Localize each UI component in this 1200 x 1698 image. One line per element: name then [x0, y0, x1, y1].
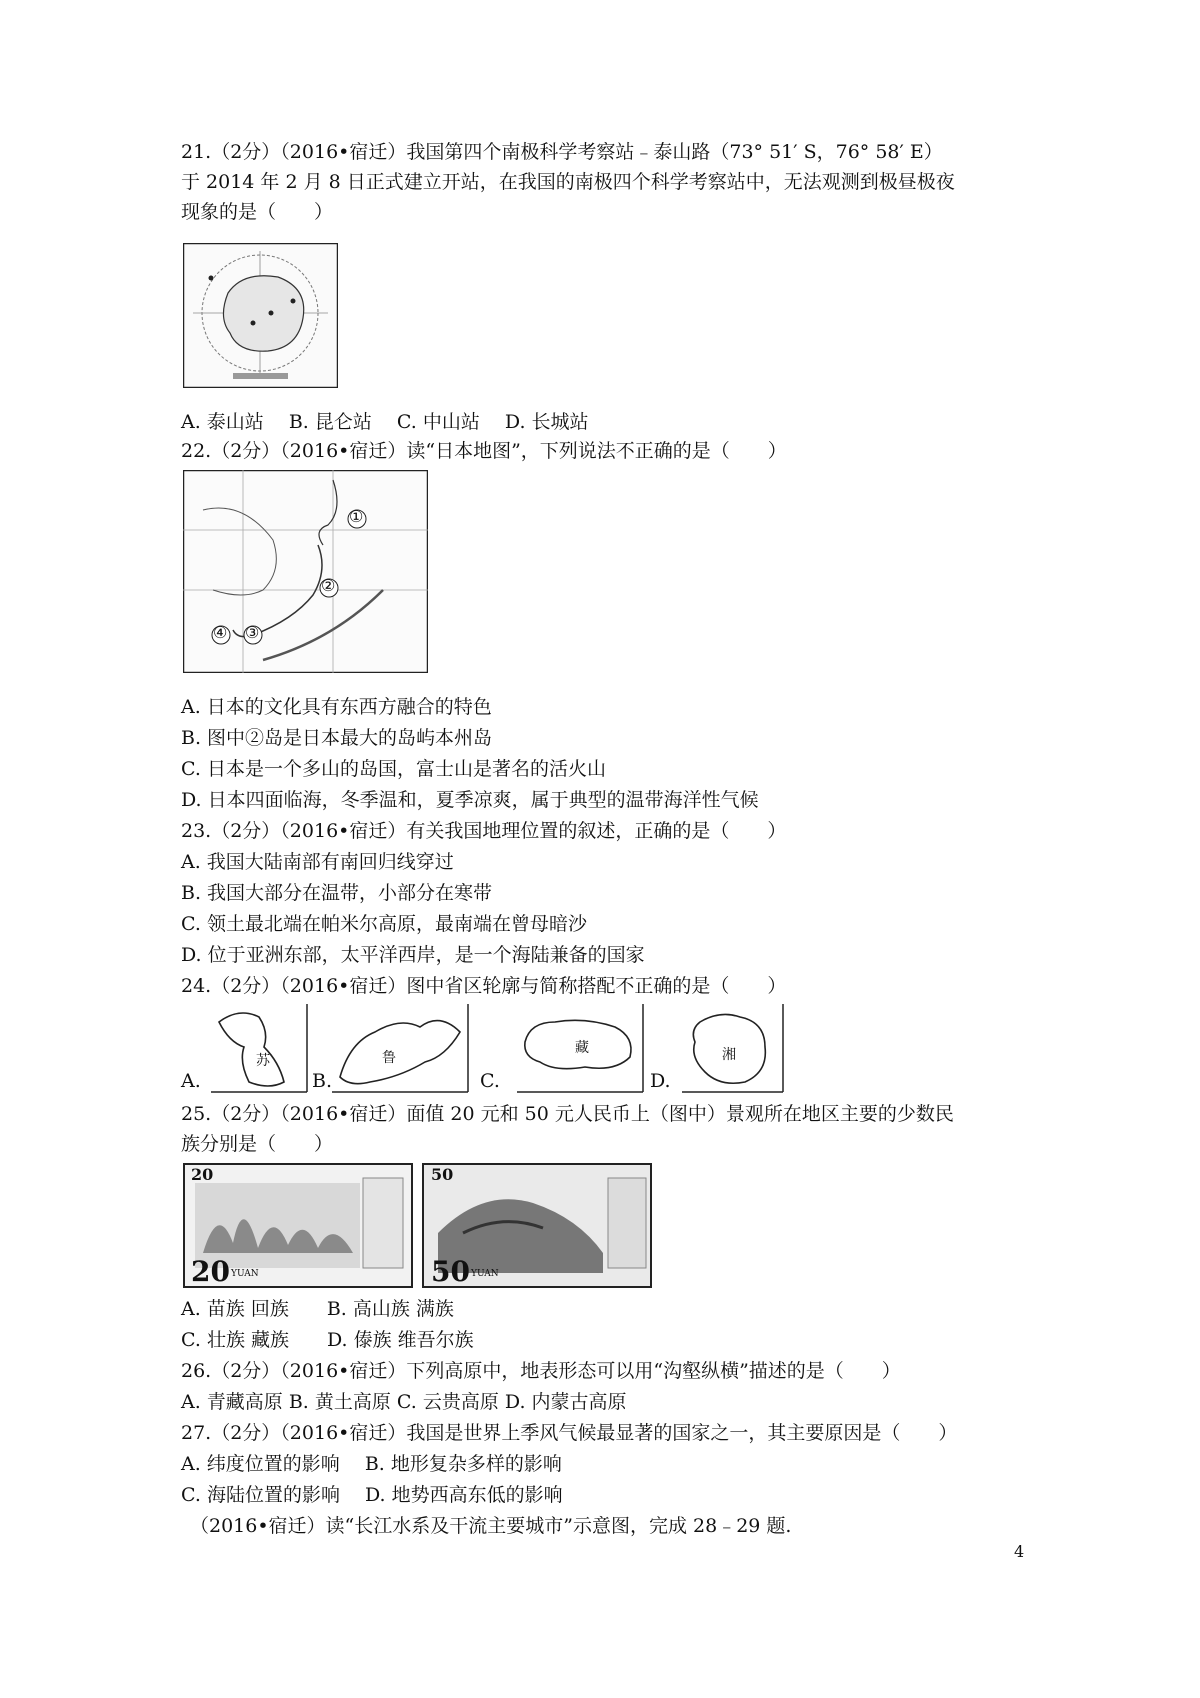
japan-map-figure — [183, 470, 428, 673]
note-50-yuan: YUAN — [471, 1269, 499, 1279]
q23-option-b: B. 我国大部分在温带，小部分在寒带 — [181, 882, 493, 904]
q24-abbr-a: 苏 — [256, 1053, 270, 1069]
q23-option-d: D. 位于亚洲东部，太平洋西岸，是一个海陆兼备的国家 — [181, 944, 645, 966]
antarctica-map-figure — [183, 243, 338, 388]
q26-stem: 26.（2分）（2016•宿迁）下列高原中，地表形态可以用“沟壑纵横”描述的是（ ） — [181, 1360, 901, 1382]
q27-options-line1: A. 纬度位置的影响 B. 地形复杂多样的影响 — [181, 1453, 562, 1475]
q24-abbr-d: 湘 — [722, 1047, 736, 1063]
q24-option-d-letter: D. — [650, 1070, 671, 1092]
note-20-value-top: 20 — [191, 1165, 214, 1184]
q24-option-c-letter: C. — [480, 1070, 500, 1092]
map-label-2: ② — [321, 576, 336, 595]
q25-options-line2: C. 壮族 藏族 D. 傣族 维吾尔族 — [181, 1329, 474, 1351]
q21-stem-line2: 于 2014 年 2 月 8 日正式建立开站，在我国的南极四个科学考察站中，无法观测到极昼极夜 — [181, 171, 955, 193]
q22-option-c: C. 日本是一个多山的岛国，富士山是著名的活火山 — [181, 758, 606, 780]
map-label-1: ① — [349, 507, 364, 526]
q24-option-b — [312, 1002, 477, 1097]
q25-stem-line2: 族分别是（ ） — [181, 1133, 334, 1155]
q21-stem-line1: 21.（2分）（2016•宿迁）我国第四个南极科学考察站﹣泰山路（73° 51′ S，76° 58′ E） — [181, 141, 943, 163]
note-20-value: 20 — [191, 1255, 230, 1288]
note-50-value: 50 — [431, 1255, 470, 1288]
q22-option-d: D. 日本四面临海，冬季温和，夏季凉爽，属于典型的温带海洋性气候 — [181, 789, 759, 811]
q27-stem: 27.（2分）（2016•宿迁）我国是世界上季风气候最显著的国家之一，其主要原因是（ ） — [181, 1422, 958, 1444]
banknotes-figure — [183, 1163, 653, 1288]
q24-option-a-letter: A. — [181, 1070, 201, 1092]
note-50-value-top: 50 — [431, 1165, 454, 1184]
map-label-4: ④ — [213, 623, 228, 642]
page-number: 4 — [1014, 1542, 1025, 1561]
q24-option-c — [480, 1002, 650, 1097]
q28-29-intro: （2016•宿迁）读“长江水系及干流主要城市”示意图，完成 28﹣29 题. — [190, 1515, 792, 1537]
q22-stem: 22.（2分）（2016•宿迁）读“日本地图”，下列说法不正确的是（ ） — [181, 440, 787, 462]
q23-option-c: C. 领土最北端在帕米尔高原，最南端在曾母暗沙 — [181, 913, 587, 935]
q23-option-a: A. 我国大陆南部有南回归线穿过 — [181, 851, 454, 873]
q21-options: A. 泰山站 B. 昆仑站 C. 中山站 D. 长城站 — [181, 411, 589, 433]
q24-abbr-b: 鲁 — [382, 1050, 396, 1066]
q22-option-a: A. 日本的文化具有东西方融合的特色 — [181, 696, 492, 718]
note-20-yuan: YUAN — [231, 1269, 259, 1279]
q23-stem: 23.（2分）（2016•宿迁）有关我国地理位置的叙述，正确的是（ ） — [181, 820, 787, 842]
q22-option-b: B. 图中②岛是日本最大的岛屿本州岛 — [181, 727, 493, 749]
q25-options-line1: A. 苗族 回族 B. 高山族 满族 — [181, 1298, 454, 1320]
q24-abbr-c: 藏 — [575, 1040, 589, 1056]
q24-option-b-letter: B. — [312, 1070, 333, 1092]
q27-options-line2: C. 海陆位置的影响 D. 地势西高东低的影响 — [181, 1484, 563, 1506]
q24-stem: 24.（2分）（2016•宿迁）图中省区轮廓与简称搭配不正确的是（ ） — [181, 975, 787, 997]
q21-stem-line3: 现象的是（ ） — [181, 201, 334, 223]
q24-option-d — [650, 1002, 790, 1097]
q25-stem-line1: 25.（2分）（2016•宿迁）面值 20 元和 50 元人民币上（图中）景观所在地区主要的少数民 — [181, 1103, 954, 1125]
q26-options: A. 青藏高原 B. 黄土高原 C. 云贵高原 D. 内蒙古高原 — [181, 1391, 627, 1413]
map-label-3: ③ — [245, 623, 260, 642]
q24-option-a — [181, 1002, 311, 1097]
